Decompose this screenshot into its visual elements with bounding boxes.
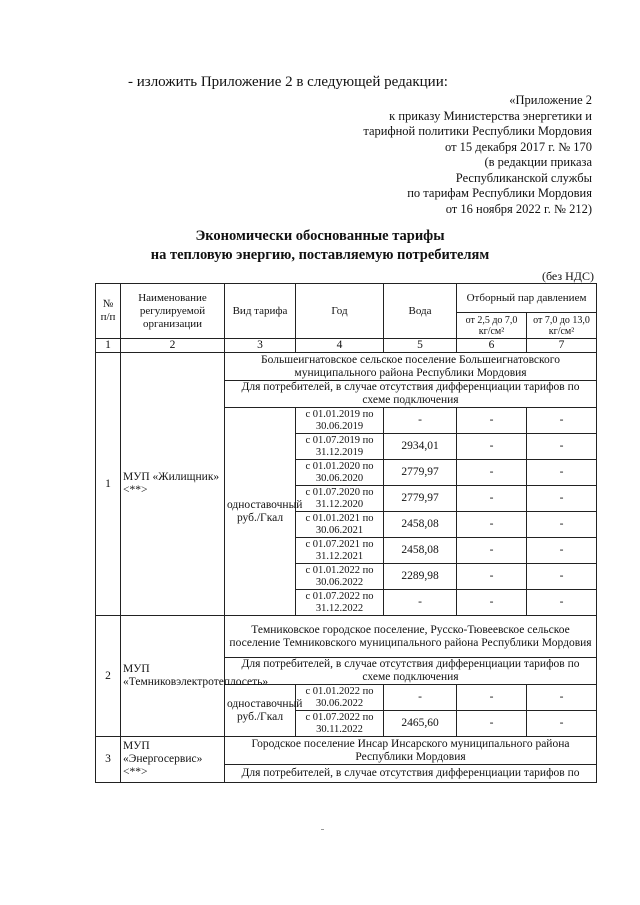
- water-value: -: [384, 408, 457, 434]
- header-steam-high: от 7,0 до 13,0 кг/см²: [527, 313, 597, 339]
- water-value: -: [384, 590, 457, 616]
- vat-note: (без НДС): [541, 269, 594, 283]
- intro-text: - изложить Приложение 2 в следующей редакции:: [128, 74, 448, 90]
- period: с 01.07.2022 по 31.12.2022: [296, 590, 384, 616]
- steam-high-value: -: [527, 590, 597, 616]
- water-value: 2779,97: [384, 486, 457, 512]
- header-organization: Наименование регулируемой организации: [121, 284, 225, 339]
- steam-high-value: -: [527, 711, 597, 737]
- header-steam: Отборный пар давлением: [457, 284, 597, 313]
- steam-low-value: -: [457, 685, 527, 711]
- steam-low-value: -: [457, 408, 527, 434]
- territory: Темниковское городское поселение, Русско-Тювеевское сельское поселение Темниковского муниципального района Республики Мордовия: [225, 616, 597, 658]
- appendix-line: Республиканской службы: [455, 170, 592, 185]
- column-number: 6: [457, 339, 527, 353]
- steam-low-value: -: [457, 512, 527, 538]
- steam-low-value: -: [457, 564, 527, 590]
- column-number: 2: [121, 339, 225, 353]
- header-water: Вода: [384, 284, 457, 339]
- appendix-reference: [272, 93, 592, 217]
- water-value: 2458,08: [384, 512, 457, 538]
- steam-low-value: -: [457, 434, 527, 460]
- page-mark: [321, 829, 324, 830]
- period: с 01.07.2019 по 31.12.2019: [296, 434, 384, 460]
- period: с 01.07.2021 по 31.12.2021: [296, 538, 384, 564]
- steam-low-value: -: [457, 590, 527, 616]
- steam-low-value: -: [457, 538, 527, 564]
- period: с 01.01.2021 по 30.06.2021: [296, 512, 384, 538]
- organization-name: МУП «Энергосервис» <**>: [121, 737, 225, 783]
- appendix-line: от 16 ноября 2022 г. № 212): [445, 201, 592, 216]
- territory: Большеигнатовское сельское поселение Большеигнатовского муниципального района Республики Мордовия: [225, 353, 597, 381]
- row-number: 1: [96, 353, 121, 616]
- row-number: 3: [96, 737, 121, 783]
- title-line: на тепловую энергию, поставляемую потребителям: [150, 247, 490, 263]
- territory: Городское поселение Инсар Инсарского муниципального района Республики Мордовия: [225, 737, 597, 765]
- consumers-note: Для потребителей, в случае отсутствия дифференциации тарифов по схеме подключения: [225, 658, 597, 685]
- appendix-line: от 15 декабря 2017 г. № 170: [444, 139, 592, 154]
- header-year: Год: [296, 284, 384, 339]
- water-value: 2779,97: [384, 460, 457, 486]
- consumers-note: Для потребителей, в случае отсутствия дифференциации тарифов по: [225, 765, 597, 783]
- period: с 01.01.2019 по 30.06.2019: [296, 408, 384, 434]
- document-title: [0, 227, 640, 265]
- steam-high-value: -: [527, 564, 597, 590]
- row-number: 2: [96, 616, 121, 737]
- steam-low-value: -: [457, 460, 527, 486]
- consumers-note: Для потребителей, в случае отсутствия дифференциации тарифов по схеме подключения: [225, 381, 597, 408]
- period: с 01.01.2022 по 30.06.2022: [296, 564, 384, 590]
- steam-high-value: -: [527, 512, 597, 538]
- period: с 01.01.2020 по 30.06.2020: [296, 460, 384, 486]
- steam-high-value: -: [527, 538, 597, 564]
- steam-high-value: -: [527, 685, 597, 711]
- steam-high-value: -: [527, 460, 597, 486]
- steam-high-value: -: [527, 434, 597, 460]
- column-number: 3: [225, 339, 296, 353]
- period: с 01.07.2020 по 31.12.2020: [296, 486, 384, 512]
- period: с 01.07.2022 по 30.11.2022: [296, 711, 384, 737]
- column-number: 7: [527, 339, 597, 353]
- organization-name: МУП «Жилищник» <**>: [121, 353, 225, 616]
- water-value: -: [384, 685, 457, 711]
- appendix-line: по тарифам Республики Мордовия: [407, 186, 592, 200]
- steam-high-value: -: [527, 486, 597, 512]
- period: с 01.01.2022 по 30.06.2022: [296, 685, 384, 711]
- tariff-type: одноставочный руб./Гкал: [225, 685, 296, 737]
- water-value: 2465,60: [384, 711, 457, 737]
- water-value: 2458,08: [384, 538, 457, 564]
- appendix-line: к приказу Министерства энергетики и: [389, 108, 592, 123]
- column-number: 4: [296, 339, 384, 353]
- title-line: Экономически обоснованные тарифы: [195, 228, 445, 244]
- steam-high-value: -: [527, 408, 597, 434]
- water-value: 2289,98: [384, 564, 457, 590]
- header-steam-low: от 2,5 до 7,0 кг/см²: [457, 313, 527, 339]
- column-number: 1: [96, 339, 121, 353]
- column-number: 5: [384, 339, 457, 353]
- water-value: 2934,01: [384, 434, 457, 460]
- header-tariff-type: Вид тарифа: [225, 284, 296, 339]
- steam-low-value: -: [457, 486, 527, 512]
- tariff-table: [95, 283, 597, 783]
- organization-name: МУП «Темниковэлектротеплосеть»: [121, 616, 225, 737]
- appendix-line: тарифной политики Республики Мордовия: [363, 124, 592, 138]
- header-number: № п/п: [96, 284, 121, 339]
- appendix-line: «Приложение 2: [509, 93, 592, 107]
- appendix-line: (в редакции приказа: [484, 155, 592, 169]
- tariff-type: одноставочный руб./Гкал: [225, 408, 296, 616]
- steam-low-value: -: [457, 711, 527, 737]
